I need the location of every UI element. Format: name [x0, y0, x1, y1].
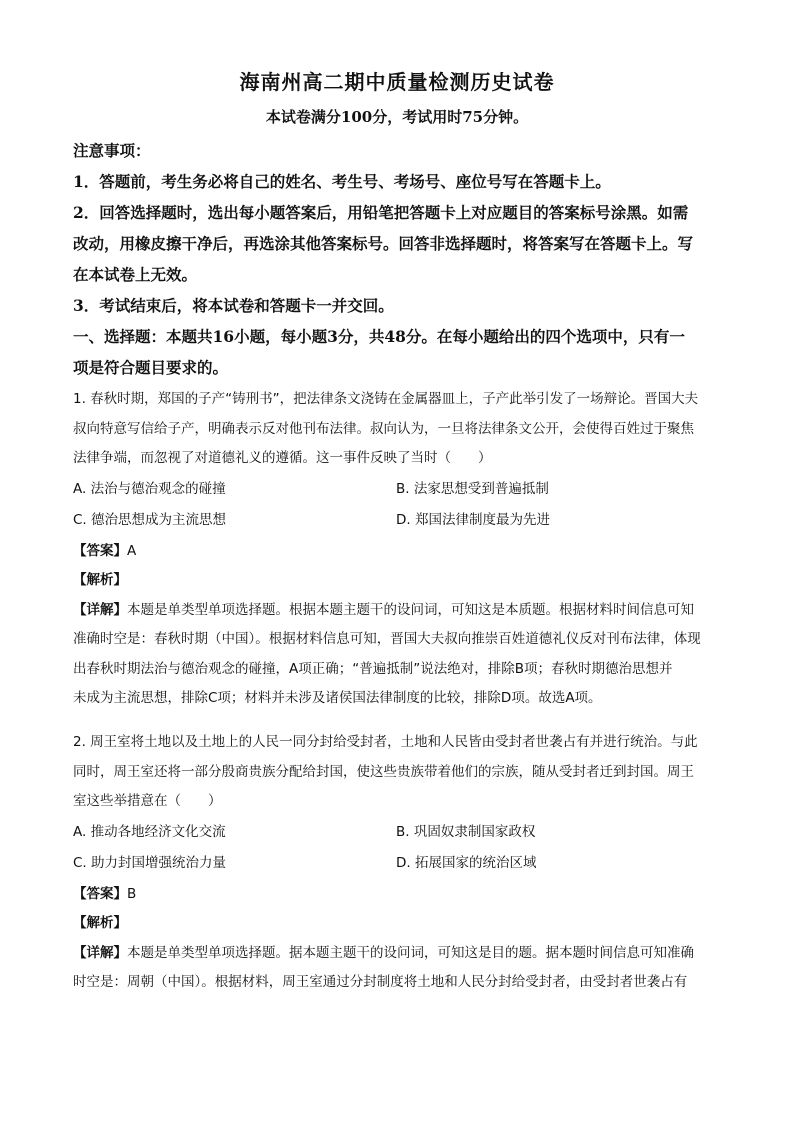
q1-detail-line-1: [73, 596, 723, 626]
section-heading-line-1: 一、选择题：本题共16小题，每小题3分，共48分。在每小题给出的四个选项中，只有一: [73, 327, 685, 346]
q1-option-d: D. 郑国法律制度最为先进: [396, 512, 550, 528]
q1-detail-line-3: 出春秋时期法治与德治观念的碰撞，A项正确；“普遍抵制”说法绝对，排除B项；春秋时期德治思想并: [73, 660, 673, 677]
note-item-1: 1．答题前，考生务必将自己的姓名、考生号、考场号、座位号写在答题卡上。: [73, 172, 611, 191]
q1-option-a: A. 法治与德治观念的碰撞: [73, 480, 226, 497]
q1-detail-tag: 【详解】: [73, 601, 127, 618]
q2-option-d: D. 拓展国家的统治区域: [396, 855, 537, 871]
notes-heading: 注意事项：: [73, 141, 151, 160]
q2-options-row-2: [73, 848, 723, 880]
q1-option-c: C. 德治思想成为主流思想: [73, 512, 227, 528]
q1-detail-line-4: 未成为主流思想，排除C项；材料并未涉及诸侯国法律制度的比较，排除D项。故选A项。: [73, 690, 602, 706]
note-item-2-line-3: 在本试卷上无效。: [73, 265, 198, 284]
q1-stem-line-1: 1. 春秋时期，郑国的子产“铸刑书”，把法律条文浇铸在金属器皿上，子产此举引发了一场辩论。晋国大夫: [73, 391, 699, 407]
question-1: [73, 385, 723, 714]
q2-detail-text-1: 本题是单类型单项选择题。据本题主题干的设问词，可知这是目的题。据本题时间信息可知准确: [127, 944, 694, 961]
q1-answer: [73, 537, 723, 567]
q2-stem-line-3: 室这些举措意在（ ）: [73, 793, 222, 809]
q2-option-b: B. 巩固奴隶制国家政权: [396, 823, 536, 840]
note-item-2-line-1: 2．回答选择题时，选出每小题答案后，用铅笔把答题卡上对应题目的答案标号涂黑。如需: [73, 203, 689, 222]
q1-options-row-2: [73, 505, 723, 537]
note-item-3: 3．考试结束后，将本试卷和答题卡一并交回。: [73, 296, 394, 315]
notes-section: [73, 135, 723, 383]
q2-option-c: C. 助力封国增强统治力量: [73, 855, 227, 871]
q1-option-b: B. 法家思想受到普遍抵制: [396, 480, 549, 497]
q2-option-a: A. 推动各地经济文化交流: [73, 823, 226, 840]
q2-stem-line-2: 同时，周王室还将一部分殷商贵族分配给封国，使这些贵族带着他们的宗族，随从受封者迁到封国。周王: [73, 763, 694, 780]
note-item-2-line-2: 改动，用橡皮擦干净后，再选涂其他答案标号。回答非选择题时，将答案写在答题卡上。写: [73, 234, 694, 253]
q2-answer-tag: 【答案】: [73, 885, 127, 902]
q1-answer-value: A: [127, 542, 137, 559]
q2-detail-line-1: [73, 939, 723, 969]
q2-detail-line-2: 时空是：周朝（中国）。根据材料，周王室通过分封制度将土地和人民分封给受封者，由受封者世袭占有: [73, 974, 688, 990]
q2-answer-value: B: [127, 885, 137, 902]
q2-options-row-1: [73, 817, 723, 849]
question-2: [73, 728, 723, 998]
q1-stem-line-2: 叔向特意写信给子产，明确表示反对他刊布法律。叔向认为，一旦将法律条文公开，会使得百姓过于聚焦: [73, 420, 694, 437]
q1-answer-tag: 【答案】: [73, 542, 127, 559]
q1-detail-line-2: 准确时空是：春秋时期（中国）。根据材料信息可知，晋国大夫叔向推崇百姓道德礼仪反对刊布法律，体现: [73, 631, 701, 647]
q2-answer: [73, 880, 723, 910]
section-heading-line-2: 项是符合题目要求的。: [73, 358, 229, 377]
page-subtitle: 本试卷满分100分，考试用时75分钟。: [265, 108, 529, 126]
q2-analysis-tag: 【解析】: [73, 915, 127, 931]
q1-detail-text-1: 本题是单类型单项选择题。根据本题主题干的设问词，可知这是本质题。根据材料时间信息可知: [127, 601, 694, 618]
q1-analysis-tag: 【解析】: [73, 572, 127, 588]
q2-stem-line-1: 2. 周王室将土地以及土地上的人民一同分封给受封者，土地和人民皆由受封者世袭占有并进行统治。与此: [73, 734, 698, 750]
q2-detail-tag: 【详解】: [73, 944, 127, 961]
q1-stem-line-3: 法律争端，而忽视了对道德礼义的遵循。这一事件反映了当时（ ）: [73, 450, 492, 466]
page-title: 海南州高二期中质量检测历史试卷: [239, 70, 555, 94]
q1-options-row-1: [73, 474, 723, 506]
